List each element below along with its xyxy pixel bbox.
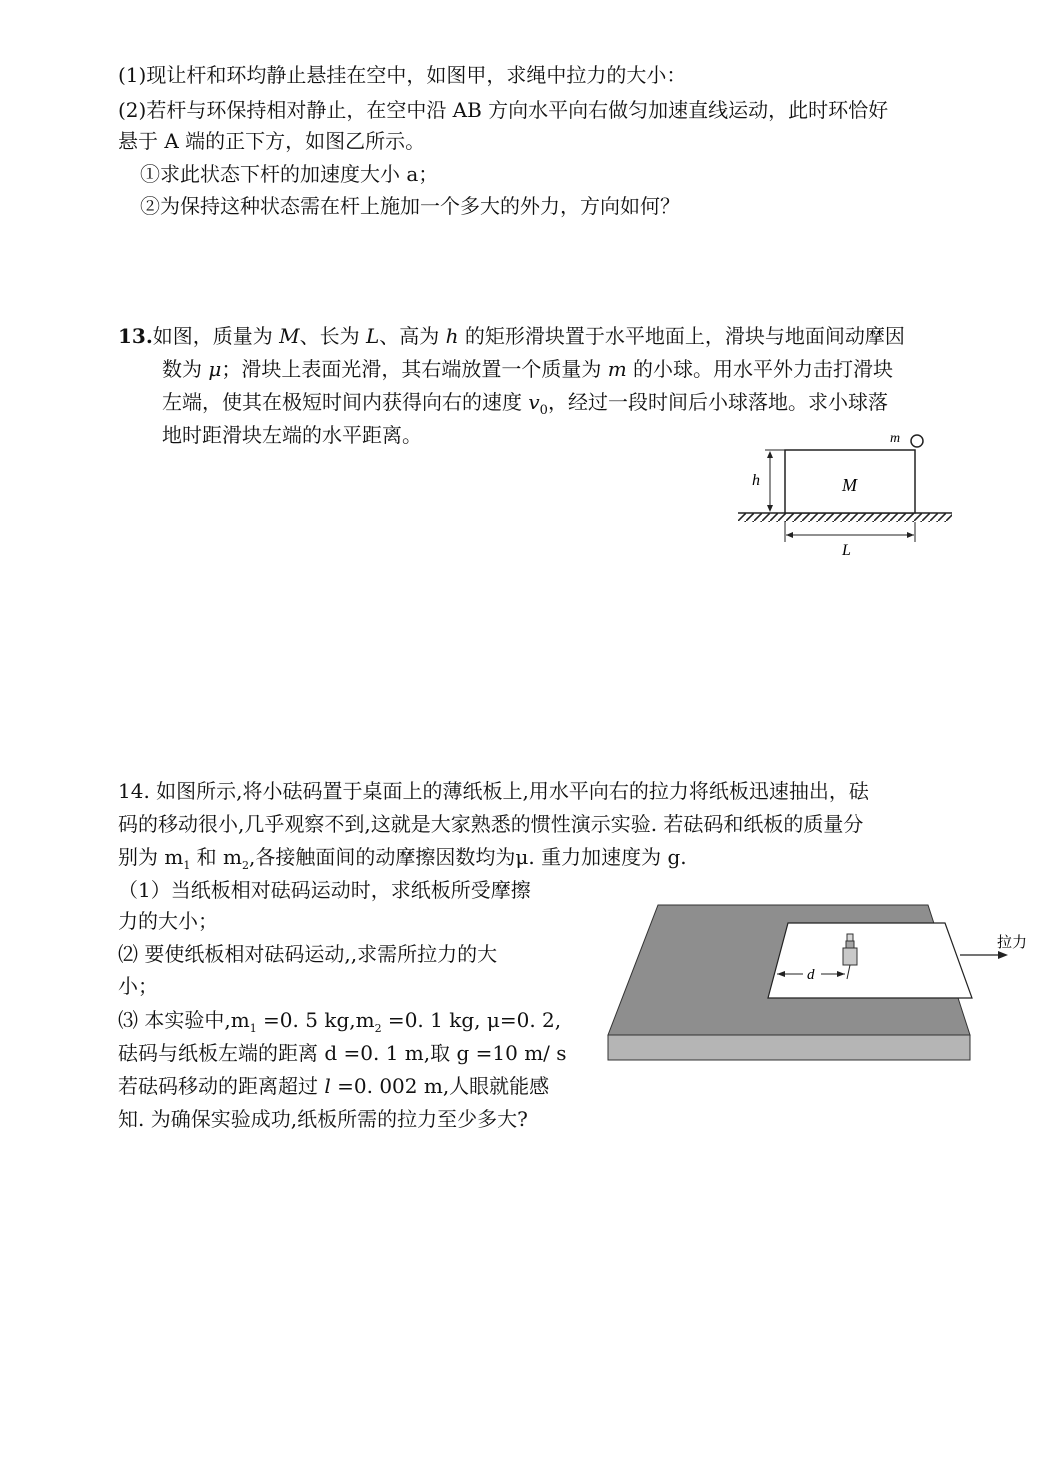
q14-s1b: 力的大小； bbox=[118, 909, 218, 933]
q13-var-mu: μ bbox=[208, 357, 222, 381]
q14-sub3-line3 bbox=[118, 1072, 549, 1100]
q13-line4 bbox=[162, 421, 422, 449]
q14-sub3-line4 bbox=[118, 1105, 528, 1133]
weight-knob bbox=[847, 934, 853, 941]
q14-s3a-sub2: 2 bbox=[374, 1022, 382, 1035]
q14-s3a-1: ⑶ 本实验中,m bbox=[118, 1008, 250, 1032]
q13-l2c: 的小球。用水平外力击打滑块 bbox=[626, 357, 894, 381]
weight-neck bbox=[846, 941, 854, 948]
q14-sub1-line1 bbox=[118, 876, 531, 904]
q13-var-v-sub: 0 bbox=[539, 403, 548, 418]
q13-var-m: m bbox=[607, 357, 627, 381]
q14-line3 bbox=[118, 843, 687, 880]
length-arrow-left bbox=[786, 532, 793, 538]
q14-table-figure bbox=[600, 895, 1040, 1065]
q13-line1 bbox=[118, 322, 905, 350]
length-arrow-right bbox=[907, 532, 914, 538]
q13-l3b: ，经过一段时间后小球落地。求小球落 bbox=[547, 390, 888, 414]
q14-s3d: 知. 为确保实验成功,纸板所需的拉力至少多大? bbox=[118, 1107, 528, 1131]
q14-l2: 码的移动很小,几乎观察不到,这就是大家熟悉的惯性演示实验. 若砝码和纸板的质量分 bbox=[118, 812, 864, 836]
q13-l2b: ；滑块上表面光滑，其右端放置一个质量为 bbox=[221, 357, 608, 381]
q13-line3 bbox=[162, 388, 888, 425]
pull-force-label: 拉力 bbox=[997, 935, 1028, 951]
q13-number: 13. bbox=[118, 324, 153, 348]
pull-arrow-head bbox=[998, 951, 1008, 959]
q12-sub1-text: ①求此状态下杆的加速度大小 a； bbox=[140, 162, 439, 186]
q14-l3c: ,各接触面间的动摩擦因数均为μ. 重力加速度为 g. bbox=[249, 845, 687, 869]
q13-l1d: 的矩形滑块置于水平地面上，滑块与地面间动摩因 bbox=[458, 324, 905, 348]
q14-l1: 14. 如图所示,将小砝码置于桌面上的薄纸板上,用水平向右的拉力将纸板迅速抽出，砝 bbox=[118, 779, 869, 803]
q14-var-l: l bbox=[324, 1074, 331, 1098]
weight-base bbox=[843, 948, 857, 965]
q14-s2a: ⑵ 要使纸板相对砝码运动,,求需所拉力的大 bbox=[118, 942, 498, 966]
q14-sub3-line2 bbox=[118, 1039, 567, 1067]
q14-s3c-2: =0. 002 m,人眼就能感 bbox=[330, 1074, 550, 1098]
ground-hatching bbox=[738, 513, 952, 522]
q13-var-v: v bbox=[528, 390, 540, 414]
q13-var-L: L bbox=[366, 324, 380, 348]
block-mass-label: M bbox=[842, 475, 857, 495]
q14-sub1-line2 bbox=[118, 907, 218, 935]
ball-mass-label: m bbox=[890, 431, 901, 446]
q14-l3a: 别为 m bbox=[118, 845, 184, 869]
q12-part2-text1: (2)若杆与环保持相对静止，在空中沿 AB 方向水平向右做匀加速直线运动，此时环恰好 bbox=[118, 98, 889, 122]
q13-l3a: 左端，使其在极短时间内获得向右的速度 bbox=[162, 390, 529, 414]
q14-sub2-line2 bbox=[118, 972, 158, 1000]
q13-block-figure bbox=[730, 425, 960, 560]
small-ball bbox=[911, 435, 923, 447]
height-arrow-bottom bbox=[767, 505, 773, 512]
q14-sub3-line1 bbox=[118, 1006, 561, 1043]
q14-s3c-1: 若砝码移动的距离超过 bbox=[118, 1074, 325, 1098]
q14-line2 bbox=[118, 810, 863, 838]
q13-var-M: M bbox=[279, 324, 300, 348]
q14-line1 bbox=[118, 777, 869, 805]
q12-part2-line2 bbox=[118, 127, 425, 155]
q14-s3a-3: =0. 1 kg, μ=0. 2, bbox=[381, 1008, 562, 1032]
q12-sub2-text: ②为保持这种状态需在杆上施加一个多大的外力，方向如何？ bbox=[140, 194, 680, 218]
q13-l4: 地时距滑块左端的水平距离。 bbox=[162, 423, 422, 447]
q14-sub2-line1 bbox=[118, 940, 497, 968]
q14-s3b: 砝码与纸板左端的距离 d =0. 1 m,取 g =10 m/ s bbox=[118, 1041, 567, 1065]
q14-s2b: 小； bbox=[118, 974, 158, 998]
paper-board bbox=[768, 923, 972, 998]
q12-sub1 bbox=[140, 160, 438, 188]
q13-l1a: 如图，质量为 bbox=[152, 324, 280, 348]
q14-s3a-sub1: 1 bbox=[249, 1022, 257, 1035]
q14-l3-sub1: 1 bbox=[183, 859, 191, 872]
length-label: L bbox=[842, 542, 851, 559]
q14-s1a: （1）当纸板相对砝码运动时，求纸板所受摩擦 bbox=[118, 878, 531, 902]
q14-l3b: 和 m bbox=[190, 845, 243, 869]
q13-l2a: 数为 bbox=[162, 357, 209, 381]
q12-part1-text: (1)现让杆和环均静止悬挂在空中，如图甲，求绳中拉力的大小： bbox=[118, 63, 687, 87]
q13-line2 bbox=[162, 355, 893, 383]
q13-l1c: 、高为 bbox=[379, 324, 446, 348]
q12-sub2 bbox=[140, 192, 680, 220]
d-label: d bbox=[807, 967, 815, 983]
q13-var-h: h bbox=[445, 324, 459, 348]
q13-l1b: 、长为 bbox=[299, 324, 366, 348]
q14-l3-sub2: 2 bbox=[242, 859, 250, 872]
q12-part2-line1 bbox=[118, 96, 888, 124]
height-label: h bbox=[752, 472, 760, 489]
height-arrow-top bbox=[767, 451, 773, 458]
q12-part2-text2: 悬于 A 端的正下方，如图乙所示。 bbox=[118, 129, 426, 153]
q12-part1 bbox=[118, 61, 686, 89]
table-edge bbox=[608, 1035, 970, 1060]
q14-s3a-2: =0. 5 kg,m bbox=[256, 1008, 375, 1032]
